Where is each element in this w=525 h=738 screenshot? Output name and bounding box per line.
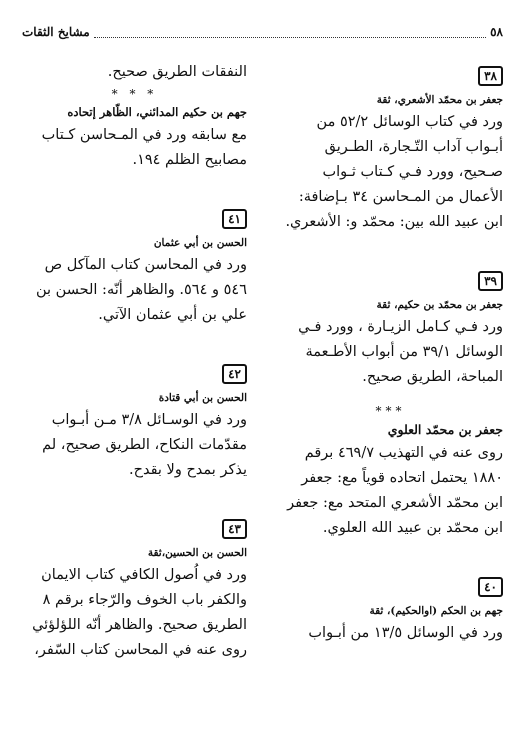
- entry-body: [278, 110, 503, 235]
- entry-heading: جعفر بن محمّد الأشعري، ثقة: [376, 94, 503, 106]
- entry-number-badge: ٤١: [222, 209, 247, 229]
- page-header: [22, 22, 503, 42]
- text-line: أبـواب آداب التّـجارة، الطـريق: [324, 139, 503, 155]
- text-line: الطريق صحيح. والظاهر أنّه اللؤلؤئي: [32, 617, 247, 633]
- entry-number-badge: ٣٩: [478, 271, 503, 291]
- text-line: ابن محمّد الأشعري المتحد مع: جعفر: [287, 495, 503, 511]
- entry-number-badge: ٣٨: [478, 66, 503, 86]
- text-line: مقدّمات النكاح، الطريق صحيح، لم: [42, 437, 247, 453]
- header-dot-leader: [94, 27, 486, 38]
- section-separator-stars: * * *: [111, 87, 158, 101]
- entry-body: [278, 315, 503, 390]
- text-line: ٥٤٦ و ٥٦٤. والظاهر أنّه: الحسن بن: [35, 282, 247, 298]
- section-separator-stars: ***: [375, 404, 406, 418]
- entry-heading: الحسن بن أبي عثمان: [153, 237, 247, 249]
- entry-38: [278, 60, 503, 235]
- text-line: روى عنه في المحاسن كتاب السّفر،: [34, 642, 247, 658]
- entry-number-badge: ٤٢: [222, 364, 247, 384]
- text-line: والكفر باب الخوف والرّجاء برقم ٨: [42, 592, 247, 608]
- text-line: يذكر بمدح ولا بقدح.: [129, 462, 247, 478]
- text-line: علي بن أبي عثمان الآتي.: [98, 307, 247, 323]
- entry-39: [278, 265, 503, 390]
- entry-heading: جهم بن حكيم المدائني، الظّاهر إتحاده: [67, 105, 247, 119]
- text-line: الأعمال من المـحاسن ٣٤ بـإضافة:: [298, 189, 503, 205]
- text-line: الوسائل ٣٩/١ من أبواب الأطـعمة: [305, 344, 503, 360]
- entry-heading: جهم بن الحكم (اوالحكيم)، ثقة: [369, 605, 503, 617]
- text-line: ورد في كتاب الوسائل ٥٢/٢ من: [316, 114, 503, 130]
- text-line: مع سابقه ورد في المـحاسن كـتاب: [41, 127, 247, 143]
- text-line: ورد في الوسـائل ٣/٨ مـن أبـواب: [51, 412, 247, 428]
- entry-number-badge: ٤٠: [478, 577, 503, 597]
- left-column: [22, 60, 247, 677]
- text-line: ابن محمّد بن عبيد الله العلوي.: [322, 520, 503, 536]
- text-line: ورد في الوسائل ١٣/٥ من أبـواب: [308, 625, 503, 641]
- text-line: مصابيح الظلم ١٩٤.: [132, 152, 247, 168]
- text-line: ابن عبيد الله بين: محمّد و: الأشعري.: [285, 214, 503, 230]
- entry-heading: الحسن بن الحسين،ثقة: [147, 547, 247, 559]
- text-line: ورد في اُصول الكافي كتاب الايمان: [41, 567, 247, 583]
- entry-42: [22, 358, 247, 483]
- text-line: صـحيح، وورد فـي كـتاب ثـواب: [322, 164, 503, 180]
- entry-41: [22, 203, 247, 328]
- text-line: روى عنه في التهذيب ٤٦٩/٧ برقم: [304, 445, 503, 461]
- entry-number-badge: ٤٣: [222, 519, 247, 539]
- text-line: ورد في المحاسن كتاب المآكل ص: [44, 257, 247, 273]
- entry-heading: جعفر بن محمّد العلوي: [387, 422, 503, 437]
- entry-unnumbered: [22, 87, 247, 173]
- entry-body: [22, 60, 247, 85]
- entry-body: [22, 408, 247, 483]
- entry-body: [278, 621, 503, 646]
- text-line: المباحة، الطريق صحيح.: [362, 369, 503, 385]
- entry-continuation: [22, 60, 247, 85]
- entry-unnumbered: [278, 404, 503, 541]
- entry-body: [22, 563, 247, 663]
- text-line: ورد فـي كـامل الزيـارة ، وورد فـي: [298, 319, 503, 335]
- running-title: مشايخ الثقات: [22, 25, 90, 39]
- text-line: النفقات الطريق صحيح.: [107, 64, 247, 80]
- entry-40: [278, 571, 503, 646]
- right-column: [278, 60, 503, 660]
- entry-heading: الحسن بن أبي قتادة: [158, 392, 247, 404]
- text-line: ١٨٨٠ يحتمل اتحاده قوياً مع: جعفر: [301, 470, 503, 486]
- page-number: ٥٨: [490, 25, 503, 39]
- entry-heading: جعفر بن محمّد بن حكيم، ثقة: [376, 299, 503, 311]
- entry-body: [22, 253, 247, 328]
- entry-43: [22, 513, 247, 663]
- entry-body: [22, 123, 247, 173]
- entry-body: [278, 441, 503, 541]
